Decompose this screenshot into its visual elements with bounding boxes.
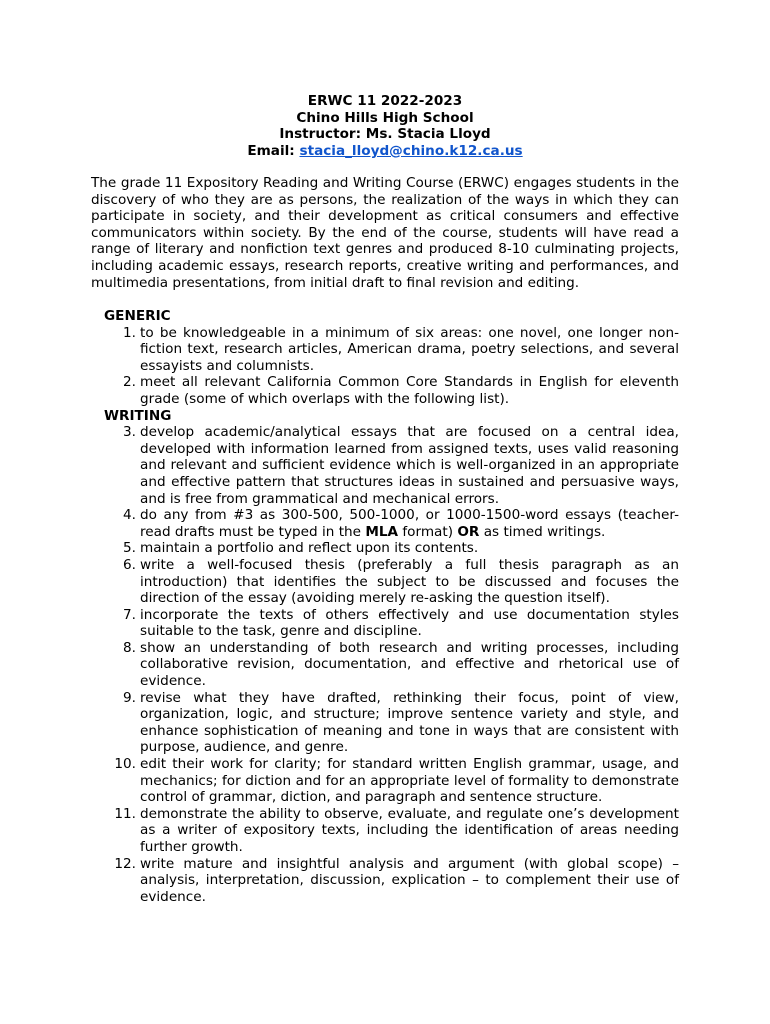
list-item-text: edit their work for clarity; for standard written English grammar, usage, and mechanics; for diction and for an appropriate level of formality to demonstrate control of grammar, diction, and paragraph and sentence structure. (140, 756, 679, 806)
mla-emphasis: MLA (365, 523, 399, 540)
email-label: Email: (247, 142, 300, 159)
list-item (104, 540, 679, 557)
list-item-number: 12. (114, 855, 136, 872)
list-item-number: 1. (123, 324, 136, 341)
list-item-text-part: as timed writings. (479, 523, 606, 540)
email-link[interactable]: stacia_lloyd@chino.k12.ca.us (299, 142, 523, 159)
list-item-number: 8. (123, 639, 136, 656)
list-item-text: revise what they have drafted, rethinking their focus, point of view, organization, logic, and structure; improve sentence variety and style, and enhance sophistication of meaning and tone in ways that are consistent with purpose, audience, and genre. (140, 689, 679, 756)
list-item-text-part: format) (398, 523, 458, 540)
list-item (104, 374, 679, 407)
email-line (0, 143, 770, 160)
list-item-number: 2. (123, 374, 136, 391)
list-item-number: 6. (123, 556, 136, 573)
list-item (104, 690, 679, 756)
course-title: ERWC 11 2022-2023 (307, 93, 463, 109)
list-item (104, 806, 679, 856)
list-item (104, 507, 679, 540)
instructor-name: Instructor: Ms. Stacia Lloyd (279, 126, 491, 143)
list-item-number: 3. (123, 424, 136, 441)
list-item (104, 325, 679, 375)
list-item-text-part: do any from #3 as 300-500, 500-1000, or 1000-1500-word essays (teacher-read drafts must be typed in the (140, 507, 679, 540)
list-item (104, 424, 679, 507)
list-item-number: 5. (123, 540, 136, 557)
list-item-text (136, 507, 679, 540)
list-item-number: 10. (114, 756, 136, 773)
list-item-number: 4. (123, 507, 136, 524)
document-header (0, 93, 770, 159)
list-item-text: meet all relevant California Common Core Standards in English for eleventh grade (some of which overlaps with the following list). (140, 374, 679, 407)
list-item-text: show an understanding of both research and writing processes, including collaborative revision, documentation, and effective and rhetorical use of evidence. (140, 639, 679, 690)
list-item-text: write a well-focused thesis (preferably a full thesis paragraph as an introduction) that identifies the subject to be discussed and focuses the direction of the essay (avoiding merely re-asking the question itself). (140, 556, 679, 607)
list-item-text: to be knowledgeable in a minimum of six areas: one novel, one longer non-fiction text, research articles, American drama, poetry selections, and several essayists and columnists. (140, 324, 679, 374)
list-item-number: 9. (123, 689, 136, 706)
list-item (104, 607, 679, 640)
school-name: Chino Hills High School (296, 109, 474, 126)
list-item-text: write mature and insightful analysis and argument (with global scope) – analysis, interpretation, discussion, explication – to complement their use of evidence. (140, 855, 679, 905)
list-item-text: develop academic/analytical essays that are focused on a central idea, developed with information learned from assigned texts, uses valid reasoning and relevant and sufficient evidence which is well-organized in an appropriate and effective pattern that structures ideas in sustained and persuasive ways, and is free from grammatical and mechanical errors. (140, 424, 679, 507)
list-item (104, 640, 679, 690)
list-item-text: demonstrate the ability to observe, evaluate, and regulate one’s development as a writer of expository texts, including the identification of areas needing further growth. (140, 805, 679, 855)
list-item-number: 7. (123, 606, 136, 623)
list-item (104, 756, 679, 806)
objectives-list (104, 308, 679, 905)
list-item-text: incorporate the texts of others effectively and use documentation styles suitable to the task, genre and discipline. (140, 606, 679, 640)
list-item-number: 11. (114, 805, 136, 822)
list-item (104, 856, 679, 906)
list-item (104, 557, 679, 607)
course-intro-paragraph: The grade 11 Expository Reading and Writing Course (ERWC) engages students in the discovery of who they are as persons, the realization of the ways in which they can participate in society, and their development as critical consumers and effective communicators within society. By the end of the course, students will have read a range of literary and nonfiction text genres and produced 8-10 culminating projects, including academic essays, research reports, creative writing and performances, and multimedia presentations, from initial draft to final revision and editing. (91, 175, 679, 291)
section-heading-generic: GENERIC (104, 308, 171, 324)
list-item-text: maintain a portfolio and reflect upon its contents. (140, 540, 479, 557)
section-heading-writing: WRITING (104, 407, 172, 424)
or-emphasis: OR (457, 523, 480, 540)
